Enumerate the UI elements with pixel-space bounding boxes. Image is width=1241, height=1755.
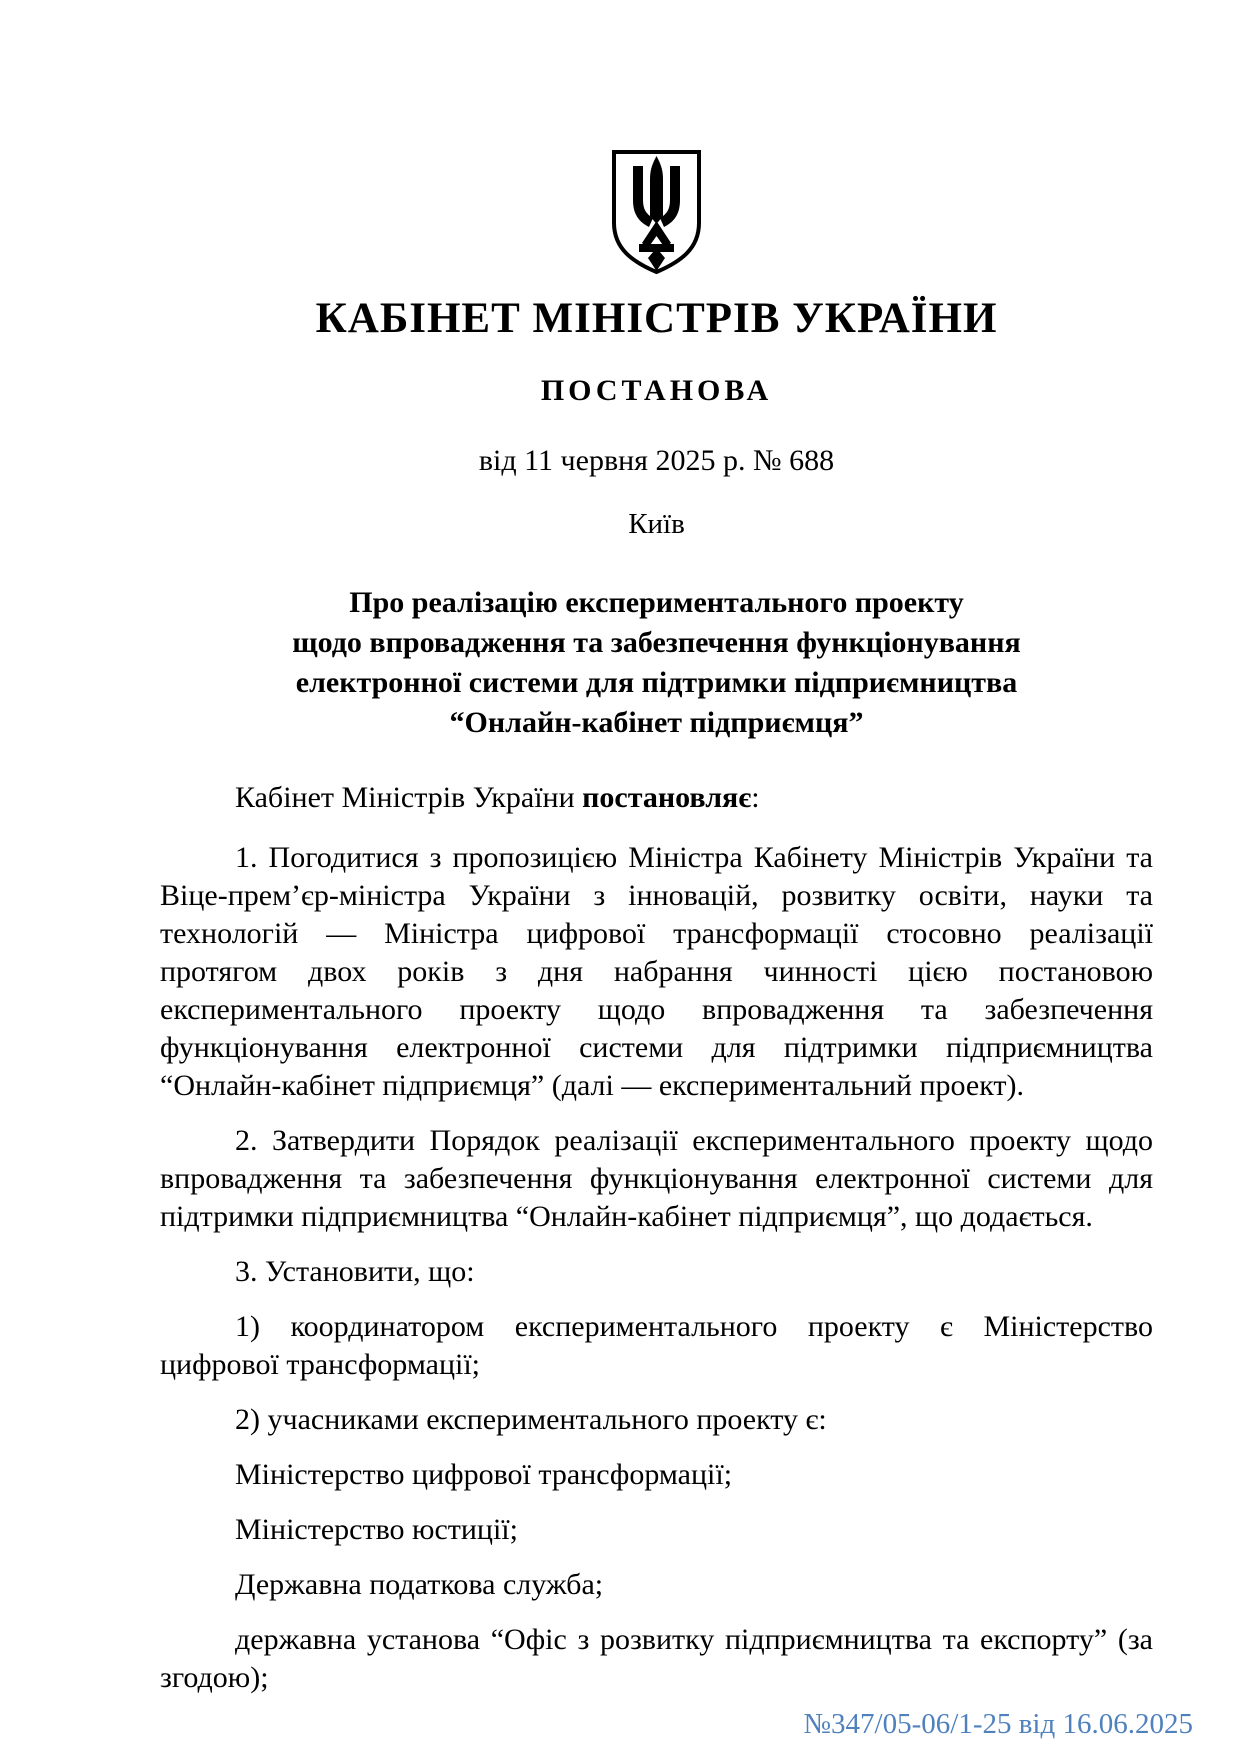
decree-title-line: “Онлайн-кабінет підприємця” — [449, 706, 864, 740]
body-paragraph: 3. Установити, що: — [235, 1255, 475, 1289]
doc-type-heading: ПОСТАНОВА — [540, 374, 773, 408]
body-paragraph: 1. Погодитися з пропозицією Міністра Кабінету Міністрів України та Віце-прем’єр-міністра України з інновацій, розвитку освіти, науки та технологій — Міністра цифрової трансформації стосовно реалізації протягом двох років з дня набрання чинності цією постановою експериментального проекту щодо впровадження та забезпечення функціонування електронної системи для підтримки підприємництва “Онлайн-кабінет підприємця” (далі — експериментальний проект). — [160, 841, 1153, 1103]
decree-title-line: електронної системи для підтримки підприємництва — [295, 666, 1018, 700]
city-label: Київ — [628, 508, 685, 541]
preamble-text-before: Кабінет Міністрів України — [235, 781, 583, 815]
ukraine-trident-emblem-icon — [609, 148, 704, 276]
decree-date-number: від 11 червня 2025 р. № 688 — [478, 444, 835, 478]
preamble-bold-word: постановляє — [582, 781, 752, 815]
decree-title — [160, 583, 1153, 743]
preamble — [160, 779, 1153, 817]
body-paragraph: Міністерство цифрової трансформації; — [235, 1458, 733, 1492]
preamble-text-after: : — [751, 781, 760, 815]
body-paragraph: 2. Затвердити Порядок реалізації експериментального проекту щодо впровадження та забезпечення функціонування електронної системи для підтримки підприємництва “Онлайн-кабінет підприємця”, що додається. — [160, 1124, 1153, 1234]
body-paragraph: 2) учасниками експериментального проекту є: — [235, 1403, 827, 1437]
registration-reference: №347/05-06/1-25 від 16.06.2025 — [803, 1708, 1193, 1740]
decree-title-line: Про реалізацію експериментального проекту — [349, 586, 964, 620]
decree-title-line: щодо впровадження та забезпечення функціонування — [292, 626, 1021, 660]
body-paragraph: Міністерство юстиції; — [235, 1513, 518, 1547]
emblem-container — [160, 148, 1153, 281]
decree-body — [160, 839, 1153, 1697]
org-name: КАБІНЕТ МІНІСТРІВ УКРАЇНИ — [315, 295, 998, 342]
body-paragraph: 1) координатором експериментального проекту є Міністерство цифрової трансформації; — [160, 1310, 1153, 1382]
body-paragraph: Державна податкова служба; — [235, 1568, 604, 1602]
body-paragraph: державна установа “Офіс з розвитку підприємництва та експорту” (за згодою); — [160, 1623, 1153, 1695]
